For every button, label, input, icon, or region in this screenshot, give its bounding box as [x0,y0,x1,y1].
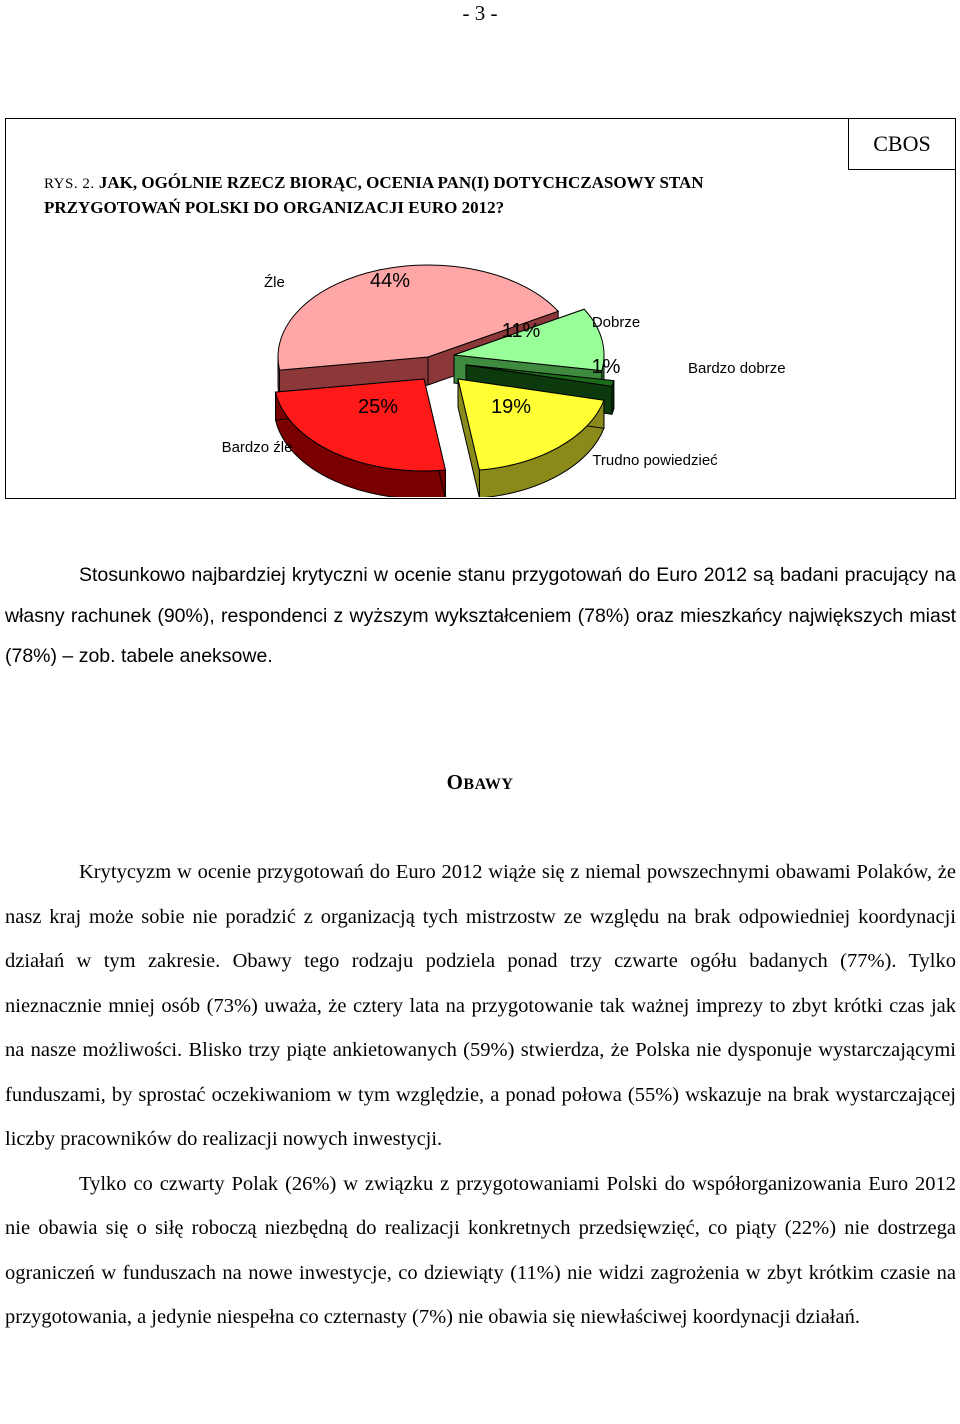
pie-category-label: Bardzo źle [221,439,293,456]
pie-value-label: 44% [369,270,411,292]
pie-value-label: 19% [490,396,532,418]
paragraph-2-text: Krytycyzm w ocenie przygotowań do Euro 2012 wiąże się z niemal powszechnymi obawami Polaków, że nasz kraj może sobie nie poradzić z organizacją tych mistrzostw ze względu na brak odpowiedniej koordynacji działań w tym zakresie. Obawy tego rodzaju podziela ponad trzy czwarte ogółu badanych (77%). Tylko nieznacznie mniej osób (73%) uważa, że cztery lata na przygotowanie tak ważnej imprezy to zbyt krótki czas jak na nasze możliwości. Blisko trzy piąte ankietowanych (59%) stwierdza, że Polska nie dysponuje wystarczającymi funduszami, by sprostać oczekiwaniom w tym względzie, a ponad połowa (55%) wskazuje na brak wystarczającej liczby pracowników do realizacji nowych inwestycji. [5,861,956,1150]
pie-value-label: 1% [591,356,621,378]
page-number: - 3 - [462,1,498,25]
figure-title-line1: JAK, OGÓLNIE RZECZ BIORĄC, OCENIA PAN(I) DOTYCHCZASOWY STAN [98,173,704,192]
pie-value-label: 25% [357,396,399,418]
pie-category-label: Bardzo dobrze [688,360,786,377]
section-body [5,850,956,1340]
pie-value-label: 11% [501,320,541,342]
pie-chart [6,119,954,497]
figure-number: RYS. 2. [44,176,95,192]
paragraph-1-text: Stosunkowo najbardziej krytyczni w ocenie stanu przygotowań do Euro 2012 są badani pracujący na własny rachunek (90%), respondenci z wyższym wykształceniem (78%) oraz mieszkańcy największych miast (78%) – zob. tabele aneksowe. [5,564,956,667]
figure-title-line2: PRZYGOTOWAŃ POLSKI DO ORGANIZACJI EURO 2012? [44,198,505,217]
paragraph-criticism [5,555,956,677]
pie-category-label: Źle [264,274,285,291]
section-heading [0,770,960,795]
paragraph-3-text: Tylko co czwarty Polak (26%) w związku z przygotowaniami Polski do współorganizowania Euro 2012 nie obawia się o siłę roboczą niezbędną do realizacji konkretnych przedsięwzięć, co piąty (22%) nie dostrzega ograniczeń w funduszach na nowe inwestycje, co dziewiąty (11%) nie widzi zagrożenia w zbyt krótkim czasie na przygotowania, a jedynie niespełna co czternasty (7%) nie obawia się niewłaściwej koordynacji działań. [5,1172,956,1328]
pie-category-label: Trudno powiedzieć [592,452,718,469]
figure-frame [5,118,956,499]
section-heading-initial: O [446,770,464,794]
pie-category-label: Dobrze [591,314,641,331]
cbos-badge: CBOS [848,118,956,170]
section-heading-rest: BAWY [463,776,514,793]
